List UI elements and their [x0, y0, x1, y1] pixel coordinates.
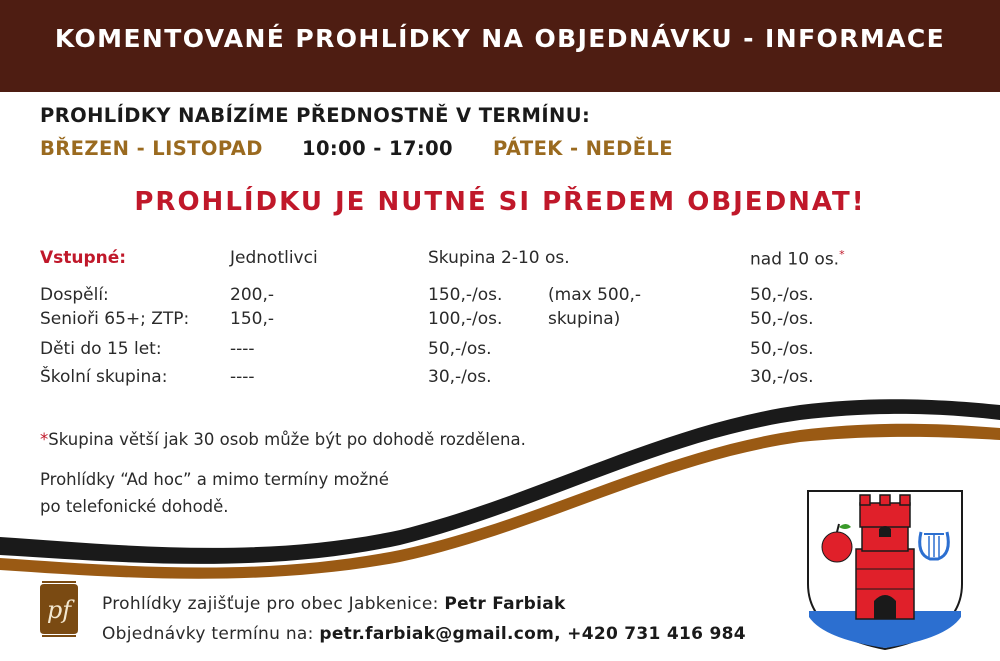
orders-prefix: Objednávky termínu na:	[102, 624, 320, 644]
footnote-star: *	[839, 248, 845, 261]
footnote-star: *	[40, 430, 49, 449]
header-bar	[0, 0, 1000, 92]
price-group: 30,-/os.	[428, 367, 492, 387]
group-split-text: Skupina větší jak 30 osob může být po dohodě rozdělena.	[48, 430, 526, 449]
page-title: KOMENTOVANÉ PROHLÍDKY NA OBJEDNÁVKU - INFORMACE	[54, 24, 946, 53]
booking-notice: PROHLÍDKU JE NUTNÉ SI PŘEDEM OBJEDNAT!	[134, 187, 866, 217]
orders-line	[102, 624, 746, 644]
pricing-label: Vstupné:	[40, 248, 127, 268]
adhoc-note-line2: po telefonické dohodě.	[40, 497, 229, 516]
column-group: Skupina 2-10 os.	[428, 248, 570, 268]
price-large-group: 50,-/os.	[750, 339, 814, 359]
jabkenice-coat-of-arms-icon	[806, 489, 964, 651]
guide-prefix: Prohlídky zajišťuje pro obec Jabkenice:	[102, 594, 445, 614]
price-individual: 200,-	[230, 285, 274, 305]
max-price-note-line1: (max 500,-	[548, 285, 642, 305]
max-price-note-line2: skupina)	[548, 309, 621, 329]
row-category: Senioři 65+; ZTP:	[40, 309, 190, 329]
column-large-group-label: nad 10 os.	[750, 249, 840, 270]
guide-line	[102, 594, 566, 614]
row-category: Dospělí:	[40, 285, 109, 305]
schedule-hours: 10:00 - 17:00	[302, 137, 454, 160]
price-group: 100,-/os.	[428, 309, 503, 329]
schedule-months: BŘEZEN - LISTOPAD	[40, 137, 263, 160]
price-individual: ----	[230, 339, 255, 359]
logo-monogram: pf	[46, 596, 72, 624]
price-large-group: 30,-/os.	[750, 367, 814, 387]
row-category: Děti do 15 let:	[40, 339, 162, 359]
guide-name: Petr Farbiak	[444, 594, 566, 614]
column-individual: Jednotlivci	[230, 248, 318, 268]
schedule-days: PÁTEK - NEDĚLE	[493, 137, 673, 160]
price-group: 50,-/os.	[428, 339, 492, 359]
contact-info: petr.farbiak@gmail.com, +420 731 416 984	[319, 624, 746, 644]
group-split-note	[40, 430, 526, 449]
schedule-heading: PROHLÍDKY NABÍZÍME PŘEDNOSTNĚ V TERMÍNU:	[40, 104, 591, 127]
price-large-group: 50,-/os.	[750, 309, 814, 329]
row-category: Školní skupina:	[40, 367, 168, 387]
adhoc-note-line1: Prohlídky “Ad hoc” a mimo termíny možné	[40, 470, 389, 489]
price-group: 150,-/os.	[428, 285, 503, 305]
column-large-group	[750, 248, 845, 270]
price-individual: ----	[230, 367, 255, 387]
pf-monogram-logo	[38, 578, 80, 640]
price-large-group: 50,-/os.	[750, 285, 814, 305]
price-individual: 150,-	[230, 309, 274, 329]
